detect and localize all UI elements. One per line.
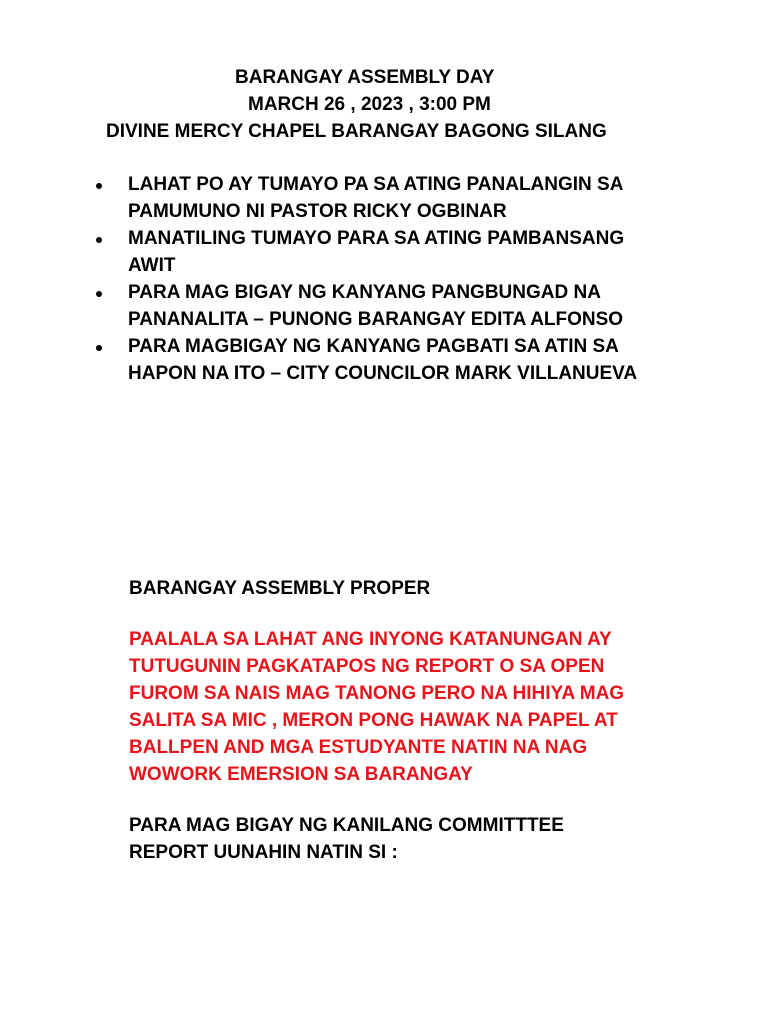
list-item <box>0 171 768 225</box>
committee-report-paragraph: PARA MAG BIGAY NG KANILANG COMMITTTEE REPORT UUNAHIN NATIN SI : <box>129 815 564 863</box>
list-item <box>0 279 768 333</box>
bullet-icon <box>96 183 102 189</box>
program-bullet-list <box>0 171 768 387</box>
list-item-text: PARA MAG BIGAY NG KANYANG PANGBUNGAD NA PANANALITA – PUNONG BARANGAY EDITA ALFONSO <box>128 282 624 330</box>
event-venue: DIVINE MERCY CHAPEL BARANGAY BAGONG SILANG <box>106 121 607 142</box>
list-item <box>0 225 768 279</box>
event-title: BARANGAY ASSEMBLY DAY <box>235 67 495 88</box>
list-item-text: LAHAT PO AY TUMAYO PA SA ATING PANALANGIN SA PAMUMUNO NI PASTOR RICKY OGBINAR <box>128 174 624 222</box>
bullet-icon <box>96 345 102 351</box>
list-item-text: MANATILING TUMAYO PARA SA ATING PAMBANSANG AWIT <box>128 228 625 276</box>
list-item <box>0 333 768 387</box>
document-header <box>0 64 768 145</box>
event-date-time: MARCH 26 , 2023 , 3:00 PM <box>248 94 491 115</box>
reminder-paragraph: PAALALA SA LAHAT ANG INYONG KATANUNGAN AY TUTUGUNIN PAGKATAPOS NG REPORT O SA OPEN FUROM SA NAIS MAG TANONG PERO NA HIHIYA MAG SALITA SA MIC , MERON PONG HAWAK NA PAPEL AT BALLPEN AND MGA ESTUDYANTE NATIN NA NAG WOWORK EMERSION SA BARANGAY <box>129 629 625 785</box>
bullet-icon <box>96 237 102 243</box>
bullet-icon <box>96 291 102 297</box>
assembly-proper-heading: BARANGAY ASSEMBLY PROPER <box>129 578 431 599</box>
list-item-text: PARA MAGBIGAY NG KANYANG PAGBATI SA ATIN SA HAPON NA ITO – CITY COUNCILOR MARK VILLANUEVA <box>128 336 638 384</box>
